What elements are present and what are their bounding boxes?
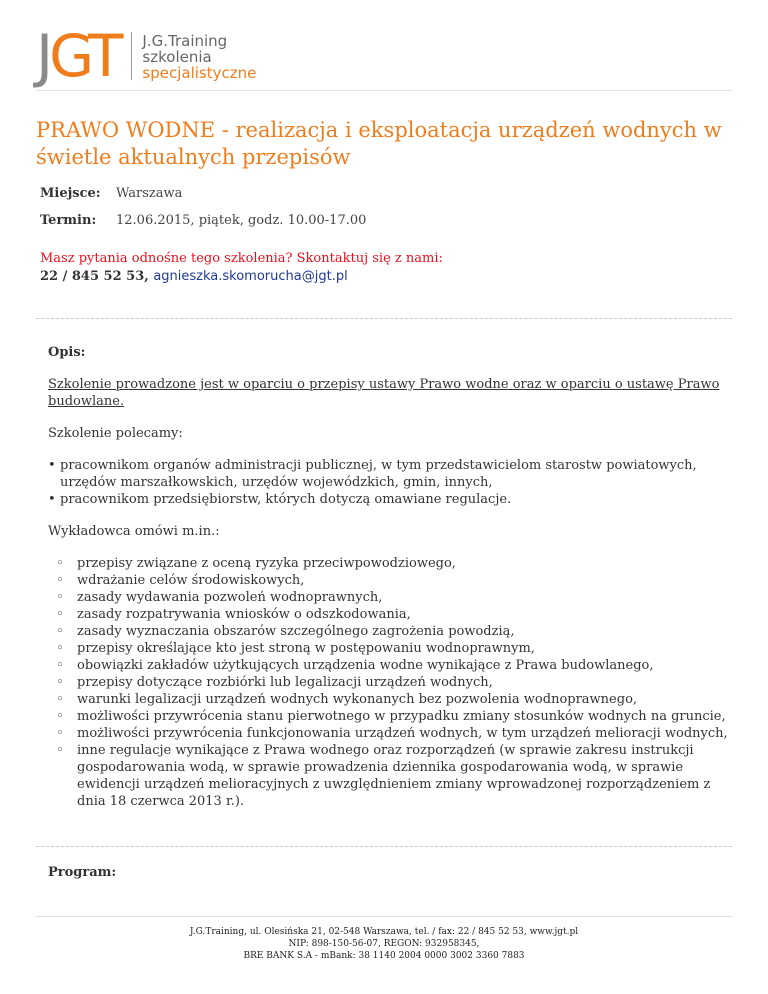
- topic-item: ◦ zasady rozpatrywania wniosków o odszkodowania,: [48, 606, 728, 623]
- logo-tagline-2: specjalistyczne: [142, 64, 257, 82]
- page-footer: [0, 926, 768, 962]
- description-intro: Szkolenie prowadzone jest w oparciu o przepisy ustawy Prawo wodne oraz w oparciu o ustawę Prawo budowlane.: [48, 377, 720, 409]
- lecturer-topics-list: [48, 555, 728, 810]
- logo-letter-j: J: [36, 22, 50, 90]
- meta-date-row: [40, 213, 366, 240]
- recommend-list: [48, 457, 728, 508]
- logo-divider: [131, 32, 132, 80]
- footer-divider: [36, 916, 732, 917]
- recommend-item: • pracownikom przedsiębiorstw, których dotyczą omawiane regulacje.: [48, 491, 728, 508]
- topic-item: ◦ wdrażanie celów środowiskowych,: [48, 572, 728, 589]
- meta-place-row: [40, 186, 366, 213]
- meta-date-label: Termin:: [40, 213, 97, 228]
- contact-block: [40, 250, 443, 286]
- footer-bank: BRE BANK S.A - mBank: 38 1140 2004 0000 3002 3360 7883: [243, 951, 525, 961]
- section-divider: [36, 318, 732, 319]
- lecturer-heading: Wykładowca omówi m.in.:: [48, 524, 220, 539]
- training-meta: [40, 186, 366, 240]
- page-title: PRAWO WODNE - realizacja i eksploatacja urządzeń wodnych w świetle aktualnych przepisów: [36, 118, 722, 169]
- topic-item: ◦ warunki legalizacji urządzeń wodnych wykonanych bez pozwolenia wodnoprawnego,: [48, 691, 728, 708]
- contact-details: [40, 268, 443, 286]
- contact-separator: ,: [144, 269, 154, 284]
- description-section: [48, 344, 728, 810]
- topic-item: ◦ zasady wydawania pozwoleń wodnoprawnych,: [48, 589, 728, 606]
- program-section: [48, 864, 728, 881]
- contact-phone: 22 / 845 52 53: [40, 269, 145, 284]
- company-logo: [36, 22, 257, 90]
- footer-address: J.G.Training, ul. Olesińska 21, 02-548 Warszawa, tel. / fax: 22 / 845 52 53, www.jgt.pl: [189, 927, 579, 937]
- topic-item: ◦ przepisy określające kto jest stroną w postępowaniu wodnoprawnym,: [48, 640, 728, 657]
- recommend-heading: Szkolenie polecamy:: [48, 426, 183, 441]
- footer-tax-ids: NIP: 898-150-56-07, REGON: 932958345,: [288, 939, 480, 949]
- description-heading: Opis:: [48, 345, 86, 360]
- topic-item: ◦ obowiązki zakładów użytkujących urządzenia wodne wynikające z Prawa budowlanego,: [48, 657, 728, 674]
- topic-item: ◦ możliwości przywrócenia stanu pierwotnego w przypadku zmiany stosunków wodnych na gruncie,: [48, 708, 728, 725]
- meta-place-value: Warszawa: [116, 186, 183, 201]
- topic-item: ◦ przepisy dotyczące rozbiórki lub legalizacji urządzeń wodnych,: [48, 674, 728, 691]
- topic-item: ◦ możliwości przywrócenia funkcjonowania urządzeń wodnych, w tym urządzeń melioracji wodnych,: [48, 725, 728, 742]
- recommend-item: • pracownikom organów administracji publicznej, w tym przedstawicielom starostw powiatowych, urzędów marszałkowskich, urzędów wojewódzkich, gmin, innych,: [48, 457, 728, 491]
- section-divider: [36, 846, 732, 847]
- topic-item: ◦ inne regulacje wynikające z Prawa wodnego oraz rozporządzeń (w sprawie zakresu instrukcji gospodarowania wodą, w sprawie prowadzenia dziennika gospodarowania wodą, w sprawie ewidencji urządzeń melioracyjnych z uwzględnieniem zmiany wprowadzonej rozporządzeniem z dnia 18 czerwca 2013 r.).: [48, 742, 728, 810]
- logo-company-name: J.G.Training: [142, 32, 228, 50]
- topic-item: ◦ przepisy związane z oceną ryzyka przeciwpowodziowego,: [48, 555, 728, 572]
- contact-email-link[interactable]: agnieszka.skomorucha@jgt.pl: [153, 269, 348, 284]
- logo-text: [142, 33, 256, 81]
- topic-item: ◦ zasady wyznaczania obszarów szczególnego zagrożenia powodzią,: [48, 623, 728, 640]
- program-heading: Program:: [48, 865, 117, 880]
- meta-date-value: 12.06.2015, piątek, godz. 10.00-17.00: [116, 213, 367, 228]
- logo-tagline-1: szkolenia: [142, 48, 212, 66]
- header-divider: [36, 90, 732, 91]
- logo-mark: [36, 22, 120, 90]
- meta-place-label: Miejsce:: [40, 186, 101, 201]
- logo-letters-gt: GT: [49, 22, 120, 90]
- contact-question: Masz pytania odnośne tego szkolenia? Skontaktuj się z nami:: [40, 251, 443, 266]
